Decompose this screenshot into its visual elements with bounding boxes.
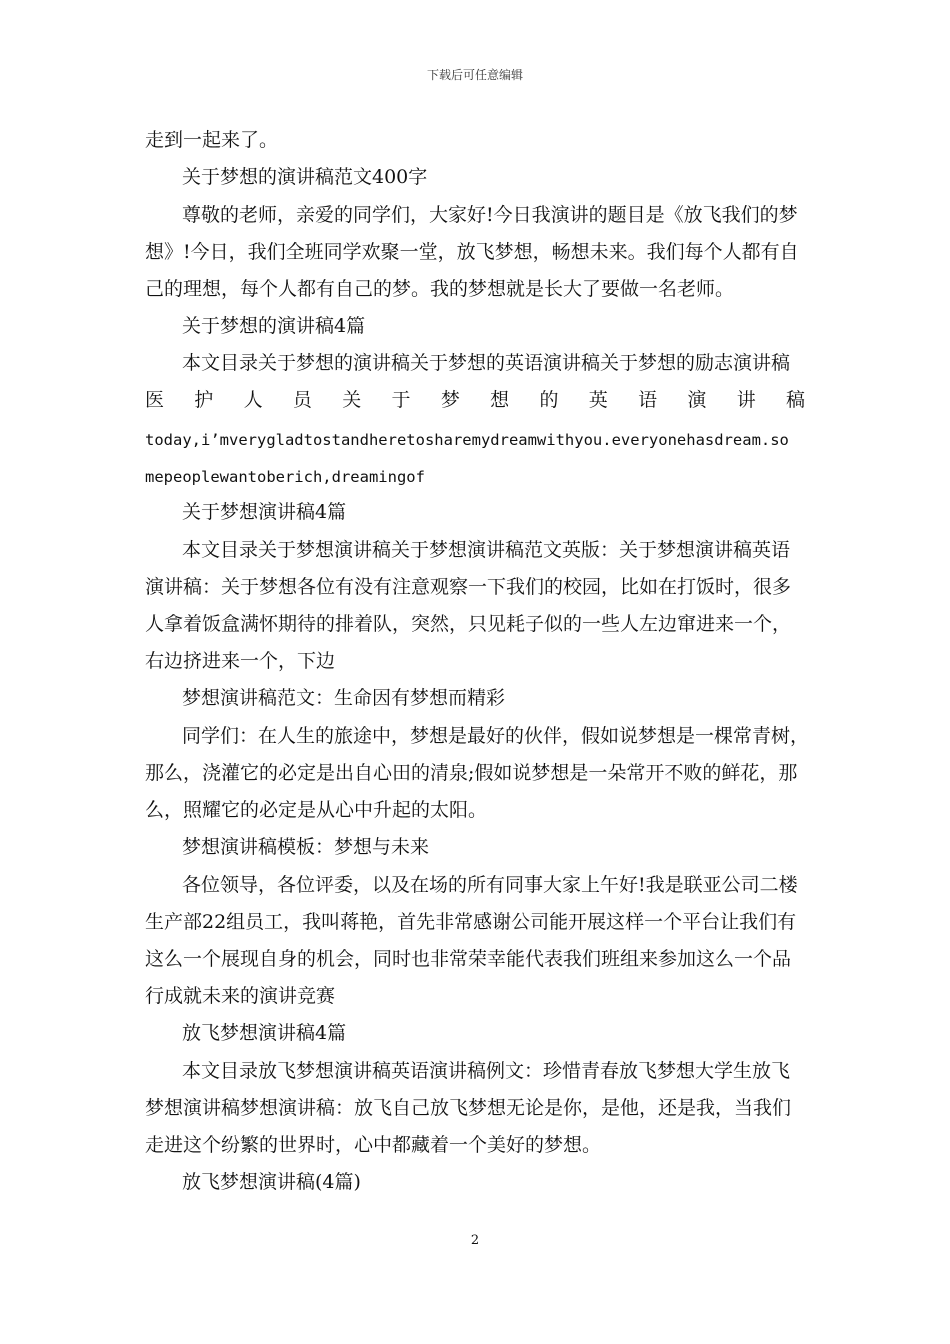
paragraph-line: 各位领导，各位评委，以及在场的所有同事大家上午好!我是联亚公司二楼 bbox=[182, 874, 798, 896]
paragraph-line: 这么一个展现自身的机会，同时也非常荣幸能代表我们班组来参加这么一个品 bbox=[145, 948, 792, 970]
paragraph-line: 己的理想，每个人都有自己的梦。我的梦想就是长大了要做一名老师。 bbox=[145, 278, 735, 300]
paragraph-line: 么，照耀它的必定是从心中升起的太阳。 bbox=[145, 799, 488, 821]
section-heading: 梦想演讲稿范文：生命因有梦想而精彩 bbox=[182, 687, 506, 709]
paragraph-line: 走进这个纷繁的世界时，心中都藏着一个美好的梦想。 bbox=[145, 1134, 602, 1156]
page-number: 2 bbox=[470, 1233, 480, 1248]
paragraph-line: 那么，浇灌它的必定是出自心田的清泉;假如说梦想是一朵常开不败的鲜花，那 bbox=[145, 762, 798, 784]
paragraph-line: 走到一起来了。 bbox=[145, 129, 279, 151]
paragraph-line: 人拿着饭盒满怀期待的排着队，突然，只见耗子似的一些人左边窜进来一个， bbox=[145, 613, 792, 635]
paragraph-line: 本文目录放飞梦想演讲稿英语演讲稿例文：珍惜青春放飞梦想大学生放飞 bbox=[182, 1060, 791, 1082]
paragraph-line: 演讲稿：关于梦想各位有没有注意观察一下我们的校园，比如在打饭时，很多 bbox=[145, 576, 792, 598]
page-header: 下载后可任意编辑 bbox=[426, 68, 523, 82]
paragraph-line: 行成就未来的演讲竞赛 bbox=[145, 985, 336, 1007]
section-heading: 关于梦想的演讲稿4篇 bbox=[182, 315, 366, 337]
paragraph-line: 生产部22组员工，我叫蒋艳，首先非常感谢公司能开展这样一个平台让我们有 bbox=[145, 911, 797, 933]
paragraph-line: 想》!今日，我们全班同学欢聚一堂，放飞梦想，畅想未来。我们每个人都有自 bbox=[145, 241, 799, 263]
section-heading: 放飞梦想演讲稿(4篇) bbox=[182, 1171, 361, 1193]
paragraph-line: 右边挤进来一个，下边 bbox=[145, 650, 336, 672]
section-heading: 放飞梦想演讲稿4篇 bbox=[182, 1022, 347, 1044]
paragraph-line: 梦想演讲稿梦想演讲稿：放飞自己放飞梦想无论是你，是他，还是我，当我们 bbox=[145, 1097, 792, 1119]
paragraph-line: today,i’mverygladtostandheretosharemydreamwithyou.everyonehasdream.so bbox=[145, 431, 789, 449]
paragraph-line: 医 护 人 员 关 于 梦 想 的 英 语 演 讲 稿 bbox=[145, 389, 805, 411]
paragraph-line: 同学们：在人生的旅途中，梦想是最好的伙伴，假如说梦想是一棵常青树， bbox=[182, 725, 810, 747]
paragraph-line: 尊敬的老师，亲爱的同学们，大家好!今日我演讲的题目是《放飞我们的梦 bbox=[182, 204, 798, 226]
paragraph-line: mepeoplewantoberich,dreamingof bbox=[145, 468, 425, 486]
paragraph-line: 本文目录关于梦想的演讲稿关于梦想的英语演讲稿关于梦想的励志演讲稿 bbox=[182, 352, 791, 374]
section-heading: 关于梦想演讲稿4篇 bbox=[182, 501, 347, 523]
section-heading: 关于梦想的演讲稿范文400字 bbox=[182, 166, 428, 188]
section-heading: 梦想演讲稿模板：梦想与未来 bbox=[182, 836, 430, 858]
paragraph-line: 本文目录关于梦想演讲稿关于梦想演讲稿范文英版：关于梦想演讲稿英语 bbox=[182, 539, 791, 561]
